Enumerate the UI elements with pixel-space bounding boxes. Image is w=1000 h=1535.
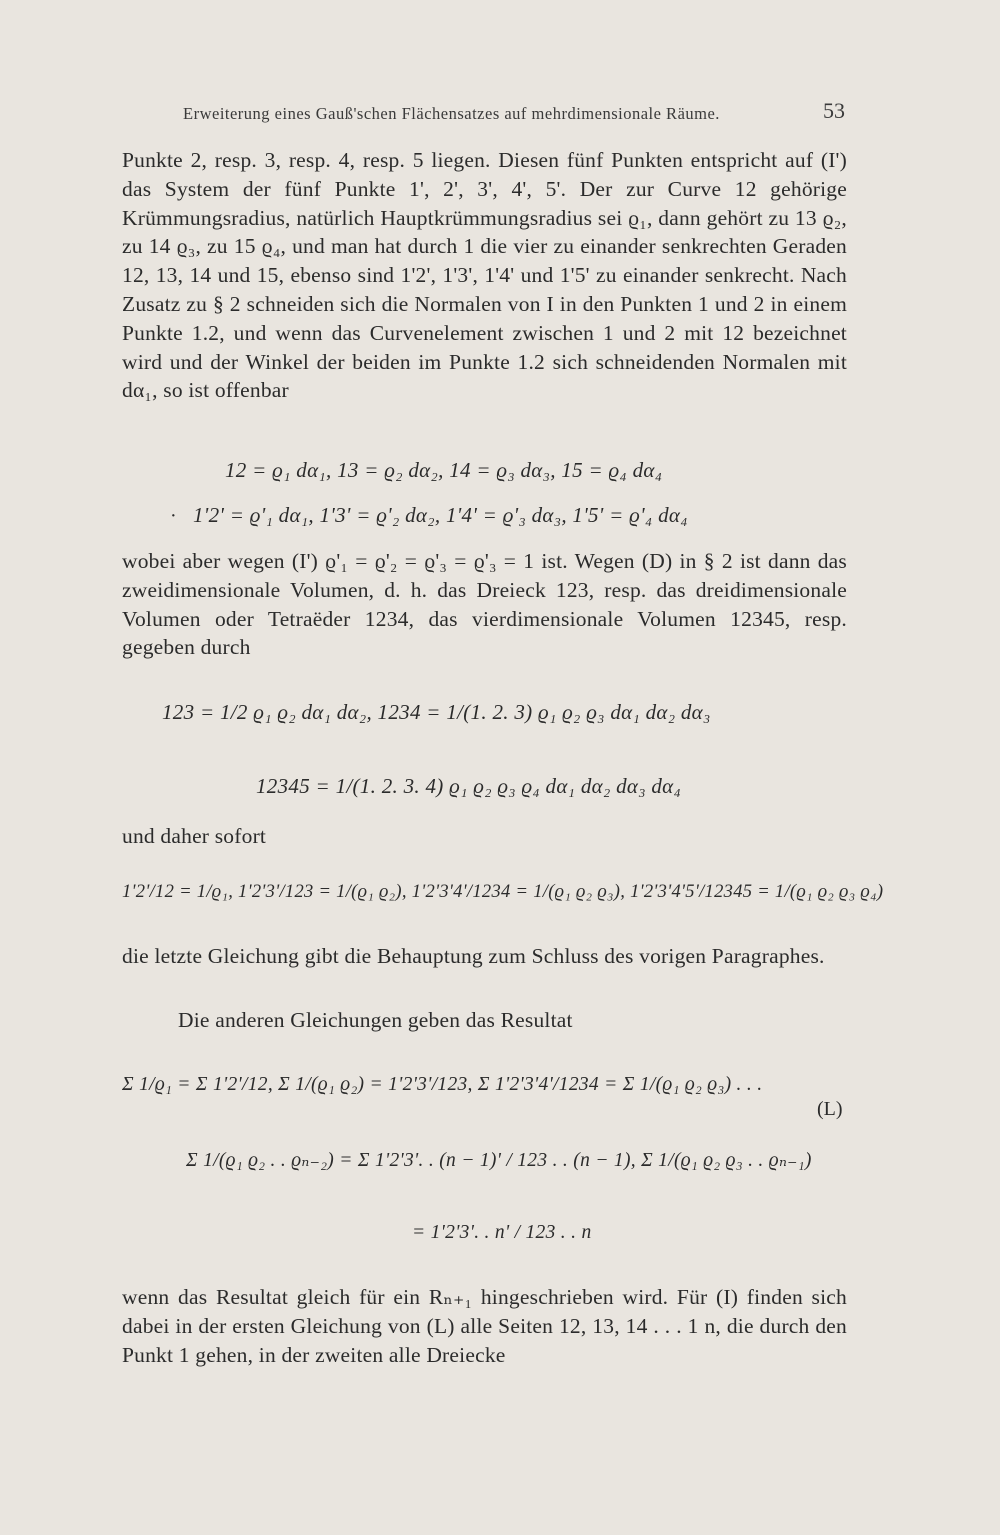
- paragraph-6: wenn das Resultat gleich für ein Rₙ₊₁ hingeschrieben wird. Für (I) finden sich dabei in der ersten Gleichung von (L) alle Seiten 12, 13, 14 . . . 1 n, die durch den Punkt 1 gehen, in der zweiten alle Dreiecke: [122, 1285, 847, 1367]
- equation-line-1: 12 = ϱ₁ dα₁, 13 = ϱ₂ dα₂, 14 = ϱ₃ dα₃, 15 = ϱ₄ dα₄: [225, 458, 663, 482]
- paragraph-5: Die anderen Gleichungen geben das Resultat: [178, 1008, 573, 1032]
- equation-line-2: 1'2' = ϱ'₁ dα₁, 1'3' = ϱ'₂ dα₂, 1'4' = ϱ'₃ dα₃, 1'5' = ϱ'₄ dα₄: [193, 503, 688, 527]
- equation-line-7: Σ 1/(ϱ₁ ϱ₂ . . ϱₙ₋₂) = Σ 1'2'3'. . (n − 1)' / 123 . . (n − 1), Σ 1/(ϱ₁ ϱ₂ ϱ₃ . . ϱₙ₋₁): [186, 1150, 812, 1171]
- margin-dot: ·: [170, 505, 177, 527]
- equation-label: (L): [817, 1098, 843, 1120]
- page-number: 53: [823, 98, 845, 123]
- equation-line-5: 1'2'/12 = 1/ϱ₁, 1'2'3'/123 = 1/(ϱ₁ ϱ₂), 1'2'3'4'/1234 = 1/(ϱ₁ ϱ₂ ϱ₃), 1'2'3'4'5'/12345 = 1/(ϱ₁ ϱ₂ ϱ₃ ϱ₄): [122, 882, 884, 902]
- equation-line-6: Σ 1/ϱ₁ = Σ 1'2'/12, Σ 1/(ϱ₁ ϱ₂) = 1'2'3'/123, Σ 1'2'3'4'/1234 = Σ 1/(ϱ₁ ϱ₂ ϱ₃) . . .: [122, 1074, 763, 1095]
- paragraph-3: und daher sofort: [122, 824, 267, 848]
- paragraph-4: die letzte Gleichung gibt die Behauptung zum Schluss des vorigen Paragraphes.: [122, 944, 825, 968]
- equation-line-4: 12345 = 1/(1. 2. 3. 4) ϱ₁ ϱ₂ ϱ₃ ϱ₄ dα₁ dα₂ dα₃ dα₄: [256, 774, 682, 798]
- paragraph-2: wobei aber wegen (I') ϱ'₁ = ϱ'₂ = ϱ'₃ = ϱ'₃ = 1 ist. Wegen (D) in § 2 ist dann das zweidimensionale Volumen, d. h. das Dreieck 123, resp. das dreidimensionale Volumen oder Tetraëder 1234, das vierdimensionale Volumen 12345, resp. gegeben durch: [122, 549, 847, 660]
- paragraph-1: Punkte 2, resp. 3, resp. 4, resp. 5 liegen. Diesen fünf Punkten entspricht auf (I') das System der fünf Punkte 1', 2', 3', 4', 5'. Der zur Curve 12 gehörige Krümmungsradius, natürlich Hauptkrümmungsradius sei ϱ₁, dann gehört zu 13 ϱ₂, zu 14 ϱ₃, zu 15 ϱ₄, und man hat durch 1 die vier zu einander senkrechten Geraden 12, 13, 14 und 15, ebenso sind 1'2', 1'3', 1'4' und 1'5' zu einander senkrecht. Nach Zusatz zu § 2 schneiden sich die Normalen von I in den Punkten 1 und 2 in einem Punkte 1.2, und wenn das Curvenelement zwischen 1 und 2 mit 12 bezeichnet wird und der Winkel der beiden im Punkte 1.2 sich schneidenden Normalen mit dα₁, so ist offenbar: [122, 148, 847, 403]
- equation-line-3: 123 = 1/2 ϱ₁ ϱ₂ dα₁ dα₂, 1234 = 1/(1. 2. 3) ϱ₁ ϱ₂ ϱ₃ dα₁ dα₂ dα₃: [162, 700, 711, 724]
- running-title: Erweiterung eines Gauß'schen Flächensatzes auf mehrdimensionale Räume.: [183, 104, 720, 123]
- equation-line-8: = 1'2'3'. . n' / 123 . . n: [412, 1222, 592, 1243]
